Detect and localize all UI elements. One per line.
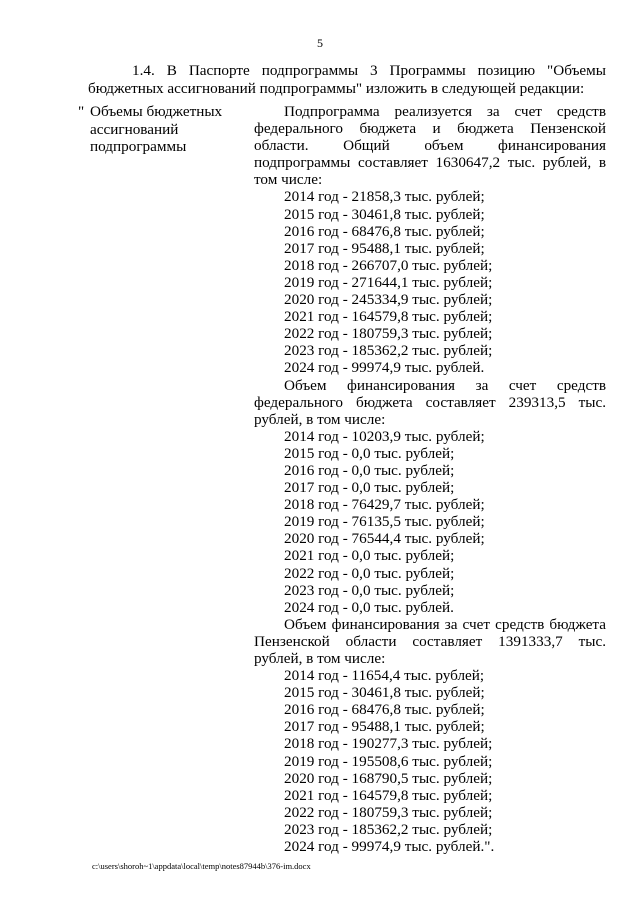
year-line: 2014 год - 10203,9 тыс. рублей; [284, 427, 485, 445]
year-line: 2018 год - 76429,7 тыс. рублей; [284, 496, 485, 514]
year-line: 2024 год - 99974,9 тыс. рублей. [284, 359, 485, 377]
year-line: 2017 год - 0,0 тыс. рублей; [284, 479, 455, 497]
year-line: 2023 год - 0,0 тыс. рублей; [284, 581, 455, 599]
year-line: 2024 год - 99974,9 тыс. рублей.". [284, 838, 495, 856]
section-regional [254, 616, 606, 855]
section-text: Подпрограмма реализуется за счет средств федерального бюджета и бюджета Пензенской области. Общий объем финансирования подпрограммы составляет 1630647,2 тыс. рублей, в том числе: [254, 103, 606, 189]
year-line: 2019 год - 271644,1 тыс. рублей; [284, 273, 493, 291]
year-line: 2015 год - 0,0 тыс. рублей; [284, 444, 455, 462]
year-line: 2016 год - 68476,8 тыс. рублей; [284, 701, 485, 719]
year-line: 2021 год - 164579,8 тыс. рублей; [284, 786, 493, 804]
funding-details [254, 103, 606, 855]
year-line: 2016 год - 68476,8 тыс. рублей; [284, 222, 485, 240]
year-line: 2021 год - 164579,8 тыс. рублей; [284, 308, 493, 326]
year-line: 2018 год - 266707,0 тыс. рублей; [284, 256, 493, 274]
year-line: 2019 год - 195508,6 тыс. рублей; [284, 752, 493, 770]
page-number: 5 [317, 36, 323, 50]
year-line: 2020 год - 245334,9 тыс. рублей; [284, 291, 493, 309]
year-line: 2024 год - 0,0 тыс. рублей. [284, 598, 454, 616]
year-line: 2023 год - 185362,2 тыс. рублей; [284, 342, 493, 360]
year-line: 2022 год - 0,0 тыс. рублей; [284, 564, 455, 582]
year-line: 2022 год - 180759,3 тыс. рублей; [284, 325, 493, 343]
section-text: Объем финансирования за счет средств бюджета Пензенской области составляет 1391333,7 тыс. рублей, в том числе: [254, 615, 606, 667]
year-line: 2014 год - 21858,3 тыс. рублей; [284, 188, 485, 206]
year-line: 2016 год - 0,0 тыс. рублей; [284, 461, 455, 479]
intro-paragraph: 1.4. В Паспорте подпрограммы 3 Программы позицию "Объемы бюджетных ассигнований подпрограммы" изложить в следующей редакции: [88, 62, 606, 97]
year-line: 2020 год - 76544,4 тыс. рублей; [284, 530, 485, 548]
section-text: Объем финансирования за счет средств федерального бюджета составляет 239313,5 тыс. рублей, в том числе: [254, 376, 606, 428]
position-label: Объемы бюджетных ассигнований подпрограммы [90, 103, 223, 155]
year-line: 2017 год - 95488,1 тыс. рублей; [284, 239, 485, 257]
year-line: 2021 год - 0,0 тыс. рублей; [284, 547, 455, 565]
year-line: 2022 год - 180759,3 тыс. рублей; [284, 803, 493, 821]
year-line: 2015 год - 30461,8 тыс. рублей; [284, 205, 485, 223]
year-line: 2019 год - 76135,5 тыс. рублей; [284, 513, 485, 531]
year-line: 2017 год - 95488,1 тыс. рублей; [284, 718, 485, 736]
year-line: 2018 год - 190277,3 тыс. рублей; [284, 735, 493, 753]
year-line: 2023 год - 185362,2 тыс. рублей; [284, 820, 493, 838]
section-federal [254, 377, 606, 616]
section-total [254, 103, 606, 377]
year-line: 2020 год - 168790,5 тыс. рублей; [284, 769, 493, 787]
footer-file-path: c:\users\shoroh~1\appdata\local\temp\notes87944b\376-im.docx [92, 861, 311, 871]
year-line: 2015 год - 30461,8 тыс. рублей; [284, 684, 485, 702]
opening-quote: " [78, 103, 85, 120]
year-line: 2014 год - 11654,4 тыс. рублей; [284, 667, 485, 685]
